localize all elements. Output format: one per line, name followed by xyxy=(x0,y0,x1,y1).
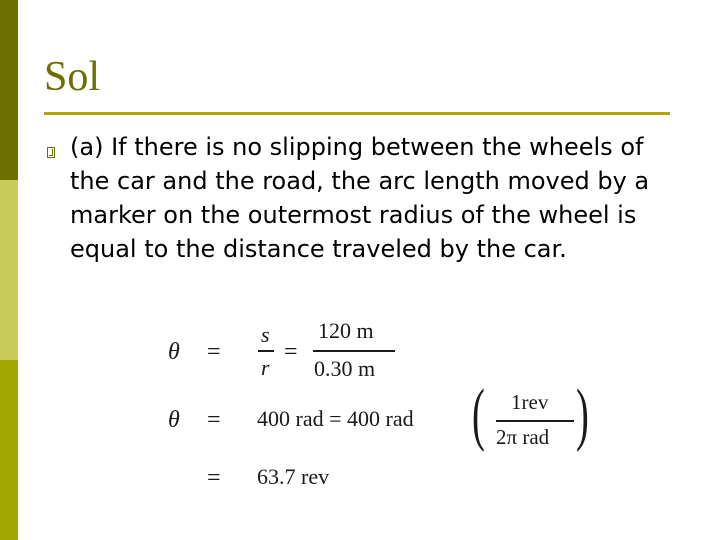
eq2-frac-den: 2π rad xyxy=(496,425,550,449)
right-paren: ) xyxy=(576,376,589,453)
eq1-equals: = xyxy=(207,339,221,365)
slide-title: Sol xyxy=(44,54,101,100)
eq1-frac2-line xyxy=(313,350,395,352)
eq3-value: 63.7 rev xyxy=(257,464,330,489)
eq1-frac1-den: r xyxy=(261,355,270,380)
eq1-frac2-num: 120 m xyxy=(318,318,374,343)
eq3-equals: = xyxy=(207,465,221,491)
eq1-frac2-den: 0.30 m xyxy=(314,356,376,381)
eq2-equals: = xyxy=(207,407,221,433)
eq2-frac-num: 1rev xyxy=(511,390,549,414)
eq2-middle: 400 rad = 400 rad xyxy=(257,406,414,431)
eq1-frac1-num: s xyxy=(261,322,270,347)
eq2-frac-line xyxy=(496,420,574,422)
eq1-equals-2: = xyxy=(284,339,298,365)
eq1-frac1-line xyxy=(258,350,274,352)
eq1-theta: θ xyxy=(168,339,180,365)
bullet-text: (a) If there is no slipping between the wheels of the car and the road, the arc length moved by a marker on the outermost radius of the wheel is equal to the distance traveled by the car. xyxy=(70,133,650,263)
eq2-theta: θ xyxy=(168,407,180,433)
left-paren: ( xyxy=(472,376,485,453)
